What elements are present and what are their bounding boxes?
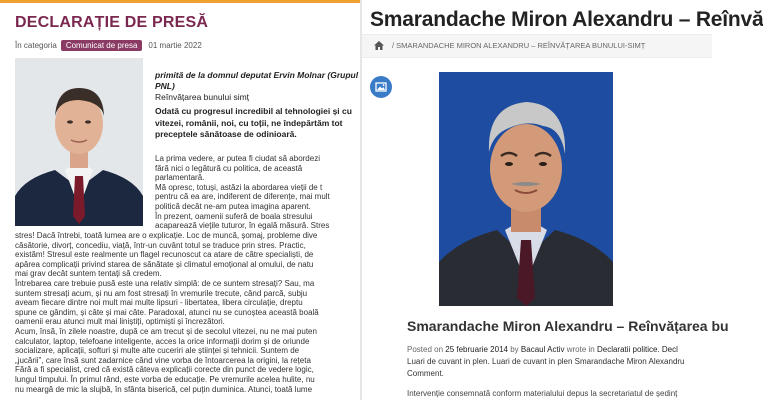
body-line: Acum, însă, în zilele noastre, după ce am trecut și de secolul vitezei, nu ne mai puten [15,326,317,336]
home-icon[interactable] [374,41,384,52]
body-line: politică decât ne-am putea imagina aparent. [155,201,311,211]
body-line: Fără a fi specialist, cred că există câteva explicații corecte din punct de vedere logic, [15,365,314,375]
body-text-indented [155,154,365,231]
body-line: „jucării", care însă sunt zadarnice când vine vorba de întoarcerea la origini, la rețeta [15,355,311,365]
category-prefix: În categoria [15,41,57,50]
lead-line: vitezei, românii, noi, cu toții, ne îndepărtăm tot [155,117,343,128]
body-line: existăm! Stresul este realmente un flagel recunoscut ca atare de către specialiști, de [15,250,314,260]
body-line: La prima vedere, ar putea fi ciudat să abordezi [155,154,320,163]
breadcrumb-separator: / [392,41,397,50]
post-date-link[interactable]: 25 februarie 2014 [445,345,508,354]
by-label: by [510,345,519,354]
breadcrumb [362,34,712,58]
body-line: acaparează viețile tuturor, în egală măsură. Stres [155,221,330,231]
body-line: Întrebarea care trebuie pusă este una relativ simplă: de ce suntem stresați? Sau, ma [15,278,315,288]
body-line: aveam fiecare dintre noi mult mai multe lipsuri - libertatea, libera circulație, dreptu [15,298,303,308]
body-line: În prezent, oamenii suferă de boala stresului [155,211,313,221]
body-line: pentru că ea are, indiferent de diferențe, mai mult [155,192,330,202]
body-line: mai grav decât suntem tentați să credem. [15,269,162,279]
page-title: DECLARAȚIE DE PRESĂ [15,14,209,31]
body-line: căsătorie, divorț, concediu, viață, într-un cuvânt totul se traduce prin stres. Practic, [15,240,306,250]
body-line: fără nici o legătură cu politica, de această [155,163,303,173]
site-page-title: Smarandache Miron Alexandru – Reînvă [370,8,763,31]
body-line: stres! Dacă întrebi, toată lumea are o explicație. Loc de muncă, șomaj, probleme dive [15,231,318,240]
intro-line: PNL) [155,81,175,91]
lead-paragraph [155,106,360,141]
body-line: apărea complicații privind starea de sănătate și climatul emoțional al omului, de natu [15,259,314,269]
body-line: lungul timpului. În primul rând, este vorba de educație. Pe vremurile acelea hulite, nu [15,374,315,384]
comment-link[interactable]: Comment. [407,369,444,378]
lead-line: preceptele sănătoase de odinioară. [155,129,297,139]
body-line: Mă opresc, totuși, astăzi la abordarea vieții de t [155,182,323,192]
wrote-in-label: wrote in [566,345,595,354]
body-line: socializare, aplicații, softuri și multe alte cuceriri ale științei și tehnicii. Suntem de [15,346,300,356]
category-link[interactable]: Declaratii politice [596,345,658,354]
senator-portrait [439,72,613,306]
accent-bar [0,0,360,3]
meta-line [407,344,707,356]
lead-line: Odată cu progresul incredibil al tehnologiei și cu [155,106,352,116]
right-article-panel [362,0,763,400]
breadcrumb-current [392,41,645,50]
post-meta [407,344,707,380]
body-text-full [15,231,360,394]
tags-line[interactable]: Luari de cuvant in plen. Luari de cuvant in plen Smarandache Miron Alexandru [407,357,685,366]
body-line: oamenii erau atunci mult mai liniștiți, optimiști și încrezători. [15,317,225,327]
tags-link[interactable]: . Decl [657,345,678,354]
breadcrumb-label: SMARANDACHE MIRON ALEXANDRU – REÎNVĂȚAREA BUNULUI-SIMȚ [396,41,646,50]
left-article-panel [0,0,360,400]
intro-line: primită de la domnul deputat Ervin Molnar (Grupul [155,70,359,80]
author-link[interactable]: Bacaul Activ [520,345,565,354]
post-date: 01 martie 2022 [148,41,202,50]
posted-on-label: Posted on [407,345,444,354]
body-line: nu meargă de mic la slujbă, în sfânta biserică, cel puțin duminica. Atunci, toată lume [15,384,313,394]
category-badge[interactable]: Comunicat de presa [61,40,143,51]
intro-line: Reînvățarea bunului simț [155,92,250,102]
body-line: calculator, laptop, telefoane inteligente, acces la orice informații dorim și de oriunde [15,336,310,346]
post-body-text: Intervenție consemnată conform materialului depus la secretariatul de ședinț [407,389,678,398]
image-icon[interactable] [370,76,392,98]
body-line: spune ce gândim, și câte și mai câte. Paradoxal, atunci nu se cunoștea această boală [15,307,319,317]
deputy-portrait [15,58,143,226]
article-meta [15,40,202,51]
body-line: parlamentară. [155,173,205,183]
intro-block [155,70,360,103]
body-line: suntem stresați acum, și nu am fost stresați în vremurile trecute, când parcă, subju [15,288,308,298]
post-heading[interactable]: Smarandache Miron Alexandru – Reînvățarea bu [407,318,729,334]
